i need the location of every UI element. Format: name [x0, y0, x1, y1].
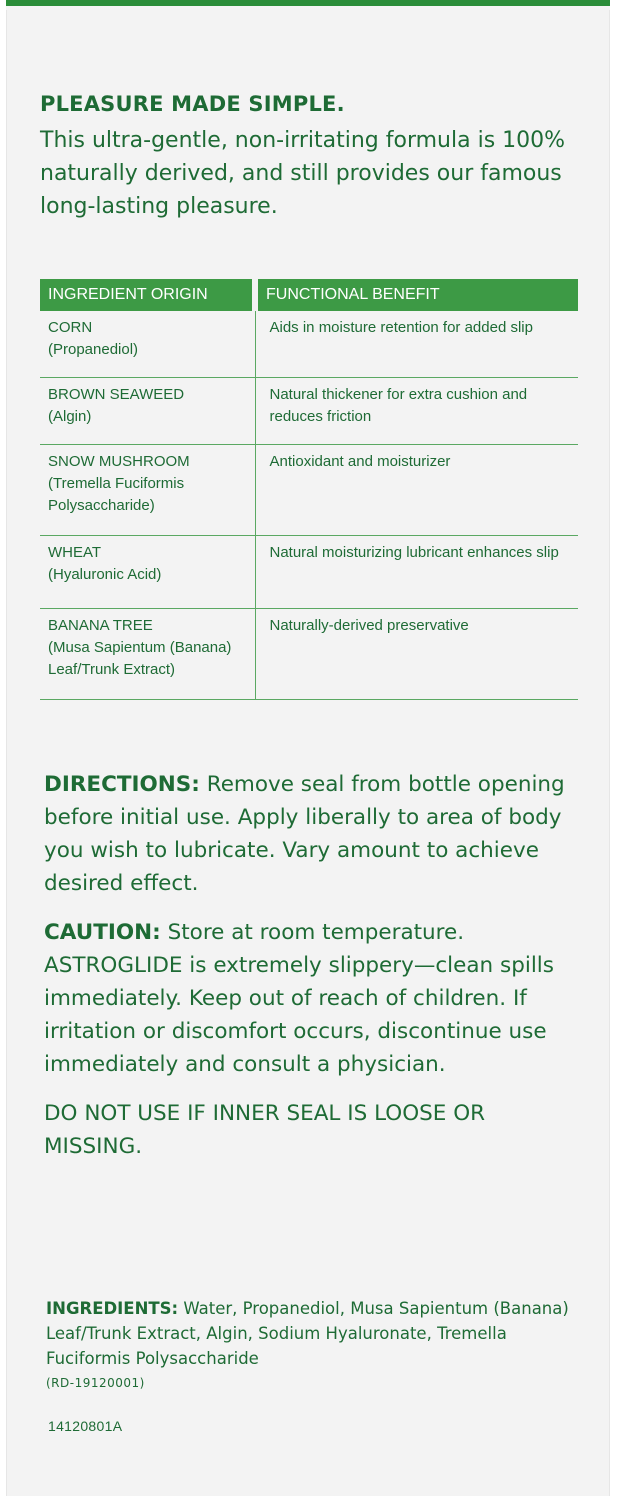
ingredient-table-wrap — [40, 279, 578, 700]
table-row — [40, 378, 578, 445]
table-row — [40, 445, 578, 536]
origin-detail: (Algin) — [48, 408, 92, 425]
origin-cell — [40, 609, 255, 700]
ingredients-text: Water, Propanediol, Musa Sapientum (Banana) Leaf/Trunk Extract, Algin, Sodium Hyaluronate, Tremella Fuciformis Polysaccharide — [46, 1299, 569, 1368]
benefit-cell: Natural moisturizing lubricant enhances slip — [255, 536, 578, 609]
origin-detail: (Musa Sapientum (Banana) Leaf/Trunk Extract) — [48, 639, 232, 678]
origin-name: BROWN SEAWEED — [48, 386, 185, 403]
usage-section — [44, 768, 584, 1179]
lot-code: 14120801A — [48, 1418, 123, 1434]
origin-cell — [40, 378, 255, 445]
table-row — [40, 536, 578, 609]
origin-detail: (Propanediol) — [48, 341, 139, 358]
benefit-cell: Natural thickener for extra cushion and reduces friction — [255, 378, 578, 445]
origin-cell — [40, 311, 255, 378]
intro-text: This ultra-gentle, non-irritating formula is 100% naturally derived, and still provides our famous long-lasting pleasure. — [40, 128, 566, 219]
origin-detail: (Hyaluronic Acid) — [48, 566, 162, 583]
benefit-cell: Naturally-derived preservative — [255, 609, 578, 700]
tagline: PLEASURE MADE SIMPLE. — [40, 92, 345, 116]
header-ingredient-origin: INGREDIENT ORIGIN — [40, 279, 255, 311]
benefit-cell: Aids in moisture retention for added slip — [255, 311, 578, 378]
package-panel — [6, 10, 610, 1496]
table-row — [40, 609, 578, 700]
caution-label: CAUTION: — [44, 920, 161, 945]
seal-warning: DO NOT USE IF INNER SEAL IS LOOSE OR MISSING. — [44, 1101, 486, 1159]
origin-name: WHEAT — [48, 544, 102, 561]
origin-name: SNOW MUSHROOM — [48, 453, 190, 470]
table-row — [40, 311, 578, 378]
directions-label: DIRECTIONS: — [44, 772, 200, 797]
caution-text: Store at room temperature. ASTROGLIDE is extremely slippery—clean spills immediately. Keep out of reach of children. If irritation or discomfort occurs, discontinue use immediately and consult a physician. — [44, 920, 554, 1077]
directions-text: Remove seal from bottle opening before initial use. Apply liberally to area of body you wish to lubricate. Vary amount to achieve desired effect. — [44, 772, 565, 896]
origin-name: CORN — [48, 319, 93, 336]
benefit-cell: Antioxidant and moisturizer — [255, 445, 578, 536]
ingredient-table — [40, 279, 578, 700]
rd-code: (RD-19120001) — [46, 1376, 145, 1390]
directions-paragraph — [44, 768, 584, 900]
table-header-row — [40, 279, 578, 311]
header-functional-benefit: FUNCTIONAL BENEFIT — [255, 279, 578, 311]
origin-cell — [40, 536, 255, 609]
green-top-stripe — [6, 0, 610, 6]
origin-cell — [40, 445, 255, 536]
origin-detail: (Tremella Fuciformis Polysaccharide) — [48, 475, 185, 514]
caution-paragraph — [44, 916, 584, 1081]
ingredients-section — [46, 1296, 576, 1396]
intro-section — [40, 92, 580, 223]
origin-name: BANANA TREE — [48, 617, 153, 634]
ingredients-label: INGREDIENTS: — [46, 1299, 179, 1318]
